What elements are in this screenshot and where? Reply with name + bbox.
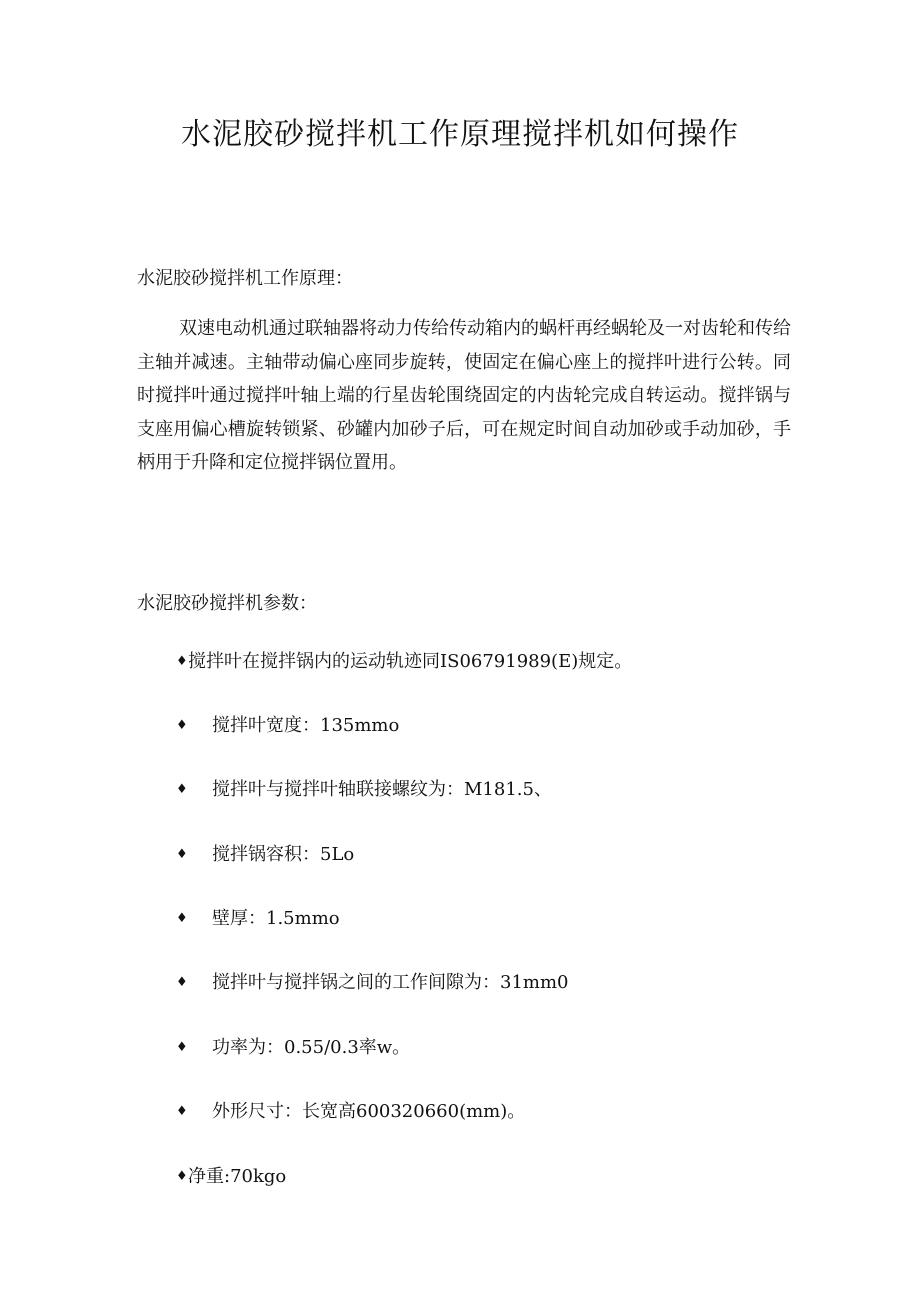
list-item [176, 649, 632, 675]
list-item-text: 搅拌锅容积：5Lo [212, 844, 355, 865]
list-item-text: 搅拌叶宽度：135mmo [212, 715, 400, 736]
list-item-text: 外形尺寸：长宽高600320660(mm)。 [212, 1101, 526, 1122]
list-item-text: 壁厚：1.5mmo [212, 908, 340, 929]
diamond-bullet-icon: ♦ [176, 654, 188, 669]
parameters-heading: 水泥胶砂搅拌机参数： [137, 593, 317, 614]
diamond-bullet-icon: ♦ [176, 847, 188, 862]
list-item-text: 搅拌叶在搅拌锅内的运动轨迹同IS06791989(E)规定。 [188, 651, 633, 672]
list-item-text: 功率为：0.55/0.3率w。 [212, 1037, 411, 1058]
document-title: 水泥胶砂搅拌机工作原理搅拌机如何操作 [181, 117, 739, 152]
diamond-bullet-icon: ♦ [176, 782, 188, 797]
list-item [176, 1035, 410, 1061]
list-item-text: 搅拌叶与搅拌锅之间的工作间隙为：31mm0 [212, 972, 569, 993]
list-item [176, 1164, 286, 1190]
diamond-bullet-icon: ♦ [176, 1040, 188, 1055]
diamond-bullet-icon: ♦ [176, 1104, 188, 1119]
diamond-bullet-icon: ♦ [176, 911, 188, 926]
principle-paragraph: 双速电动机通过联轴器将动力传给传动箱内的蜗杆再经蜗轮及一对齿轮和传给主轴并减速。主轴带动偏心座同步旋转，使固定在偏心座上的搅拌叶进行公转。同时搅拌叶通过搅拌叶轴上端的行星齿轮围绕固定的内齿轮完成自转运动。搅拌锅与支座用偏心槽旋转锁紧、砂罐内加砂子后，可在规定时间自动加砂或手动加砂，手柄用于升降和定位搅拌锅位置用。 [137, 318, 791, 473]
list-item [176, 906, 340, 932]
diamond-bullet-icon: ♦ [176, 718, 188, 733]
diamond-bullet-icon: ♦ [176, 1169, 188, 1184]
list-item [176, 713, 399, 739]
principle-heading: 水泥胶砂搅拌机工作原理： [137, 268, 353, 289]
list-item [176, 842, 354, 868]
list-item [176, 1099, 525, 1125]
list-item-text: 搅拌叶与搅拌叶轴联接螺纹为：M181.5、 [212, 779, 552, 800]
list-item-text: 净重:70kgo [188, 1166, 287, 1187]
list-item [176, 970, 569, 996]
diamond-bullet-icon: ♦ [176, 975, 188, 990]
list-item [176, 777, 552, 803]
